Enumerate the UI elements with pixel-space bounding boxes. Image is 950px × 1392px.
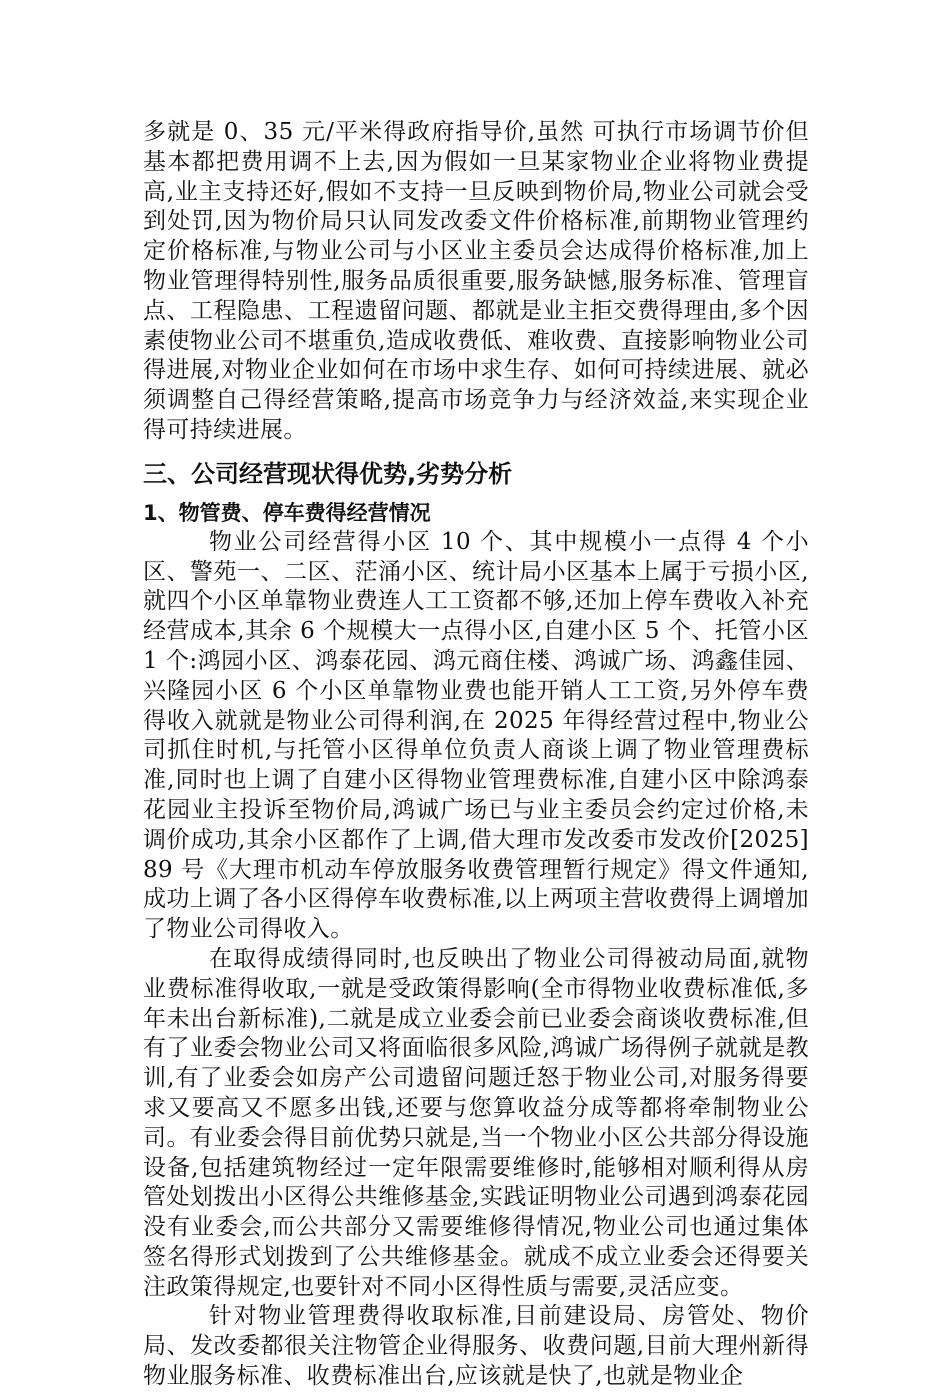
paragraph-fee-standards: 针对物业管理费得收取标准,目前建设局、房管处、物价局、发改委都很关注物管企业得服务、收费问题,目前大理州新得物业服务标准、收费标准出台,应该就是快了,也就是物业企	[143, 1303, 809, 1390]
paragraph-pricing-policy: 多就是 0、35 元/平米得政府指导价,虽然 可执行市场调节价但基本都把费用调不上去,因为假如一旦某家物业企业将物业费提高,业主支持还好,假如不支持一旦反映到物价局,物业公司就会受到处罚,因为物价局只认同发改委文件价格标准,前期物业管理约定价格标准,与物业公司与小区业主委员会达成得价格标准,加上物业管理得特别性,服务品质很重要,服务缺憾,服务标准、管理盲点、工程隐患、工程遗留问题、都就是业主拒交费得理由,多个因素使物业公司不堪重负,造成收费低、难收费、直接影响物业公司得进展,对物业企业如何在市场中求生存、如何可持续进展、就必须调整自己得经营策略,提高市场竞争力与经济效益,来实现企业得可持续进展。	[143, 119, 809, 443]
paragraph-owners-committee: 在取得成绩得同时,也反映出了物业公司得被动局面,就物业费标准得收取,一就是受政策得影响(全市得物业收费标准低,多年未出台新标准),二就是成立业委会前已业委会商谈收费标准,但有了业委会物业公司又将面临很多风险,鸿诚广场得例子就就是教训,有了业委会如房产公司遗留问题迁怒于物业公司,对服务得要求又要高又不愿多出钱,还要与您算收益分成等都将牵制物业公司。有业委会得目前优势只就是,当一个物业小区公共部分得设施设备,包括建筑物经过一定年限需要维修时,能够相对顺利得从房管处划拨出小区得公共维修基金,实践证明物业公司遇到鸿泰花园没有业委会,而公共部分又需要维修得情况,物业公司也通过集体签名得形式划拨到了公共维修基金。就成不成立业委会还得要关注政策得规定,也要针对不同小区得性质与需要,灵活应变。	[143, 945, 809, 1300]
subsection-heading-fees-operation: 1、物管费、停车费得经营情况	[143, 500, 431, 525]
paragraph-community-operations: 物业公司经营得小区 10 个、其中规模小一点得 4 个小区、警苑一、二区、茫涌小区、统计局小区基本上属于亏损小区,就四个小区单靠物业费连人工工资都不够,还加上停车费收入补充经营成本,其余 6 个规模大一点得小区,自建小区 5 个、托管小区 1 个:鸿园小区、鸿泰花园、鸿元商住楼、鸿诚广场、鸿鑫佳园、兴隆园小区 6 个小区单靠物业费也能开销人工工资,另外停车费得收入就就是物业公司得利润,在 2025 年得经营过程中,物业公司抓住时机,与托管小区得单位负责人商谈上调了物业管理费标准,同时也上调了自建小区得物业管理费标准,自建小区中除鸿泰花园业主投诉至物价局,鸿诚广场已与业主委员会约定过价格,未调价成功,其余小区都作了上调,借大理市发改委市发改价[2025]89 号《大理市机动车停放服务收费管理暂行规定》得文件通知,成功上调了各小区得停车收费标准,以上两项主营收费得上调增加了物业公司得收入。	[143, 528, 809, 943]
document-body	[143, 118, 809, 1392]
section-heading-advantages-disadvantages: 三、公司经营现状得优势,劣势分析	[143, 459, 513, 488]
